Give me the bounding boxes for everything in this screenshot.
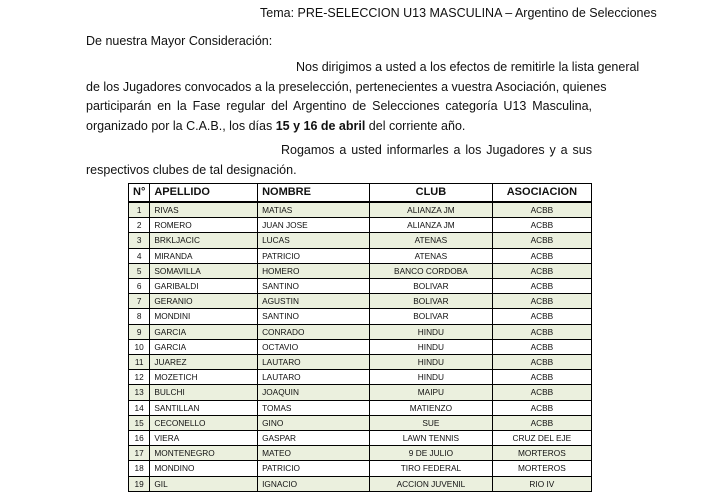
- cell-surname: MONDINI: [150, 309, 258, 324]
- cell-name: LAUTARO: [258, 370, 370, 385]
- cell-number: 13: [129, 385, 150, 400]
- cell-association: ACBB: [492, 233, 591, 248]
- cell-surname: SOMAVILLA: [150, 263, 258, 278]
- cell-surname: JUAREZ: [150, 355, 258, 370]
- cell-number: 14: [129, 400, 150, 415]
- cell-association: ACBB: [492, 294, 591, 309]
- cell-surname: ROMERO: [150, 218, 258, 233]
- cell-name: MATEO: [258, 446, 370, 461]
- cell-association: CRUZ DEL EJE: [492, 431, 591, 446]
- roster-body: [129, 202, 592, 491]
- cell-name: SANTINO: [258, 279, 370, 294]
- table-row: [129, 279, 592, 294]
- cell-association: ACBB: [492, 355, 591, 370]
- cell-club: ATENAS: [370, 233, 493, 248]
- cell-number: 17: [129, 446, 150, 461]
- table-row: [129, 431, 592, 446]
- table-row: [129, 218, 592, 233]
- cell-association: ACBB: [492, 279, 591, 294]
- column-header-number: N°: [129, 184, 150, 203]
- cell-club: BOLIVAR: [370, 294, 493, 309]
- column-header-association: ASOCIACION: [492, 184, 591, 203]
- cell-name: LUCAS: [258, 233, 370, 248]
- cell-club: LAWN TENNIS: [370, 431, 493, 446]
- cell-name: OCTAVIO: [258, 339, 370, 354]
- paragraph-1-line-1: Nos dirigimos a usted a los efectos de remitirle la lista general: [296, 60, 640, 74]
- cell-surname: RIVAS: [150, 202, 258, 218]
- table-row: [129, 355, 592, 370]
- table-row: [129, 324, 592, 339]
- cell-surname: MOZETICH: [150, 370, 258, 385]
- cell-club: ACCION JUVENIL: [370, 476, 493, 491]
- table-header-row: [129, 184, 592, 203]
- cell-surname: MONTENEGRO: [150, 446, 258, 461]
- cell-club: ALIANZA JM: [370, 202, 493, 218]
- table-row: [129, 294, 592, 309]
- cell-association: ACBB: [492, 202, 591, 218]
- cell-number: 12: [129, 370, 150, 385]
- cell-association: RIO IV: [492, 476, 591, 491]
- cell-name: GINO: [258, 415, 370, 430]
- table-row: [129, 446, 592, 461]
- cell-association: ACBB: [492, 339, 591, 354]
- cell-club: 9 DE JULIO: [370, 446, 493, 461]
- letter-paragraph-1: [86, 58, 640, 137]
- cell-association: ACBB: [492, 218, 591, 233]
- cell-association: ACBB: [492, 263, 591, 278]
- column-header-surname: APELLIDO: [150, 184, 258, 203]
- cell-number: 3: [129, 233, 150, 248]
- cell-name: HOMERO: [258, 263, 370, 278]
- table-row: [129, 415, 592, 430]
- cell-number: 4: [129, 248, 150, 263]
- table-row: [129, 202, 592, 218]
- cell-club: HINDU: [370, 339, 493, 354]
- cell-name: JUAN JOSE: [258, 218, 370, 233]
- cell-number: 6: [129, 279, 150, 294]
- cell-surname: GARIBALDI: [150, 279, 258, 294]
- cell-name: IGNACIO: [258, 476, 370, 491]
- cell-surname: MIRANDA: [150, 248, 258, 263]
- player-roster-table: [128, 183, 592, 492]
- letter-topic: Tema: PRE-SELECCION U13 MASCULINA – Argentino de Selecciones: [260, 6, 657, 20]
- table-row: [129, 370, 592, 385]
- cell-number: 1: [129, 202, 150, 218]
- cell-number: 9: [129, 324, 150, 339]
- table-row: [129, 476, 592, 491]
- cell-surname: GIL: [150, 476, 258, 491]
- paragraph-2-line-2: respectivos clubes de tal designación.: [86, 162, 297, 177]
- cell-club: HINDU: [370, 355, 493, 370]
- paragraph-2-line-1: Rogamos a usted informarles a los Jugadores y a sus: [281, 143, 592, 157]
- cell-club: TIRO FEDERAL: [370, 461, 493, 476]
- table-row: [129, 461, 592, 476]
- cell-surname: SANTILLAN: [150, 400, 258, 415]
- cell-surname: BRKLJACIC: [150, 233, 258, 248]
- cell-association: MORTEROS: [492, 461, 591, 476]
- cell-club: HINDU: [370, 324, 493, 339]
- cell-number: 15: [129, 415, 150, 430]
- tournament-dates: 15 y 16 de abril: [275, 119, 366, 134]
- cell-name: GASPAR: [258, 431, 370, 446]
- cell-number: 18: [129, 461, 150, 476]
- paragraph-1-line-2: de los Jugadores convocados a la preselección, pertenecientes a vuestra Asociación, quienes: [86, 79, 607, 94]
- cell-number: 11: [129, 355, 150, 370]
- cell-surname: GERANIO: [150, 294, 258, 309]
- cell-surname: GARCIA: [150, 339, 258, 354]
- cell-name: AGUSTIN: [258, 294, 370, 309]
- cell-club: BOLIVAR: [370, 309, 493, 324]
- table-row: [129, 263, 592, 278]
- cell-club: SUE: [370, 415, 493, 430]
- cell-club: MAIPU: [370, 385, 493, 400]
- table-row: [129, 385, 592, 400]
- cell-surname: CECONELLO: [150, 415, 258, 430]
- cell-name: PATRICIO: [258, 248, 370, 263]
- table-row: [129, 339, 592, 354]
- table-row: [129, 248, 592, 263]
- paragraph-1-line-3: participarán en la Fase regular del Argentino de Selecciones categoría U13 Masculina,: [86, 99, 592, 114]
- cell-association: MORTEROS: [492, 446, 591, 461]
- cell-club: BANCO CORDOBA: [370, 263, 493, 278]
- column-header-club: CLUB: [370, 184, 493, 203]
- cell-surname: VIERA: [150, 431, 258, 446]
- cell-association: ACBB: [492, 370, 591, 385]
- cell-name: SANTINO: [258, 309, 370, 324]
- letter-greeting: De nuestra Mayor Consideración:: [86, 34, 273, 48]
- cell-name: CONRADO: [258, 324, 370, 339]
- cell-number: 10: [129, 339, 150, 354]
- table-row: [129, 233, 592, 248]
- cell-club: BOLIVAR: [370, 279, 493, 294]
- cell-number: 19: [129, 476, 150, 491]
- cell-club: MATIENZO: [370, 400, 493, 415]
- cell-number: 16: [129, 431, 150, 446]
- cell-name: TOMAS: [258, 400, 370, 415]
- cell-association: ACBB: [492, 309, 591, 324]
- cell-surname: MONDINO: [150, 461, 258, 476]
- cell-surname: GARCIA: [150, 324, 258, 339]
- cell-name: MATIAS: [258, 202, 370, 218]
- cell-association: ACBB: [492, 400, 591, 415]
- column-header-name: NOMBRE: [258, 184, 370, 203]
- cell-number: 7: [129, 294, 150, 309]
- letter-paragraph-2: [86, 141, 592, 180]
- cell-association: ACBB: [492, 248, 591, 263]
- paragraph-1-line-4: [86, 117, 592, 137]
- cell-number: 8: [129, 309, 150, 324]
- cell-association: ACBB: [492, 415, 591, 430]
- cell-club: HINDU: [370, 370, 493, 385]
- cell-association: ACBB: [492, 324, 591, 339]
- cell-name: JOAQUIN: [258, 385, 370, 400]
- cell-association: ACBB: [492, 385, 591, 400]
- cell-club: ALIANZA JM: [370, 218, 493, 233]
- table-row: [129, 309, 592, 324]
- cell-surname: BULCHI: [150, 385, 258, 400]
- cell-name: LAUTARO: [258, 355, 370, 370]
- cell-club: ATENAS: [370, 248, 493, 263]
- cell-number: 2: [129, 218, 150, 233]
- cell-number: 5: [129, 263, 150, 278]
- paragraph-1-line-4-end: del corriente año.: [365, 119, 466, 134]
- paragraph-1-line-4-start: organizado por la C.A.B., los días: [86, 119, 276, 134]
- table-row: [129, 400, 592, 415]
- cell-name: PATRICIO: [258, 461, 370, 476]
